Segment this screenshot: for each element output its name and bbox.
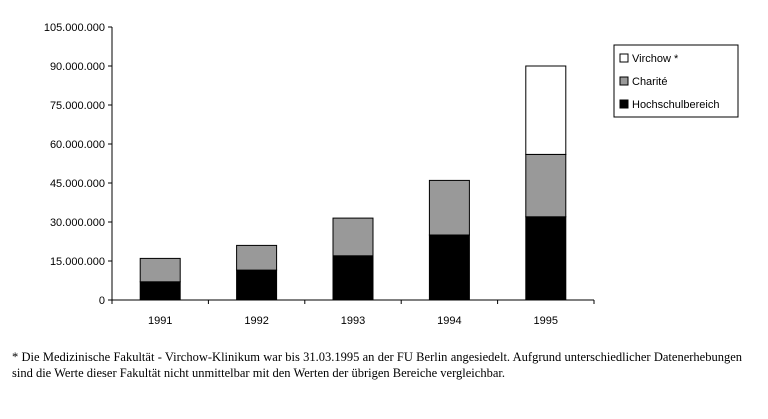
legend-swatch (620, 100, 628, 108)
bar-segment (237, 270, 277, 300)
legend-label: Virchow * (632, 53, 679, 65)
y-tick-label: 90.000.000 (49, 61, 105, 73)
x-tick-label: 1991 (147, 315, 173, 327)
y-tick-label: 75.000.000 (49, 100, 105, 112)
bars (140, 66, 566, 300)
bar-segment (140, 282, 180, 300)
footnote: * Die Medizinische Fakultät - Virchow-Klinikum war bis 31.03.1995 an der FU Berlin angesiedelt. Aufgrund unterschiedlicher Datenerhebungen sind die Werte dieser Fakultät nicht unmittelbar mit den Werten der übrigen Bereiche vergleichbar. (12, 350, 742, 380)
bar-segment (237, 245, 277, 270)
bar-segment (526, 154, 566, 216)
bar-segment (526, 217, 566, 300)
bar-segment (429, 235, 469, 300)
y-tick-label: 30.000.000 (49, 217, 105, 229)
legend (614, 45, 738, 117)
x-tick-label: 1992 (244, 315, 269, 327)
legend-swatch (620, 77, 628, 85)
x-axis (112, 300, 594, 327)
y-tick-label: 105.000.000 (43, 22, 105, 34)
bar-segment (429, 180, 469, 235)
legend-label: Charité (632, 76, 668, 88)
y-tick-label: 45.000.000 (49, 178, 105, 190)
bar-segment (140, 258, 180, 281)
bar-segment (333, 218, 373, 256)
x-tick-label: 1995 (533, 315, 559, 327)
y-axis (44, 22, 112, 307)
x-tick-label: 1994 (437, 315, 462, 327)
legend-swatch (620, 54, 628, 62)
y-tick-label: 0 (98, 295, 105, 307)
bar-segment (333, 256, 373, 300)
legend-label: Hochschulbereich (632, 99, 720, 111)
bar-segment (526, 66, 566, 154)
y-tick-label: 15.000.000 (49, 256, 105, 268)
y-tick-label: 60.000.000 (49, 139, 105, 151)
x-tick-label: 1993 (340, 315, 366, 327)
